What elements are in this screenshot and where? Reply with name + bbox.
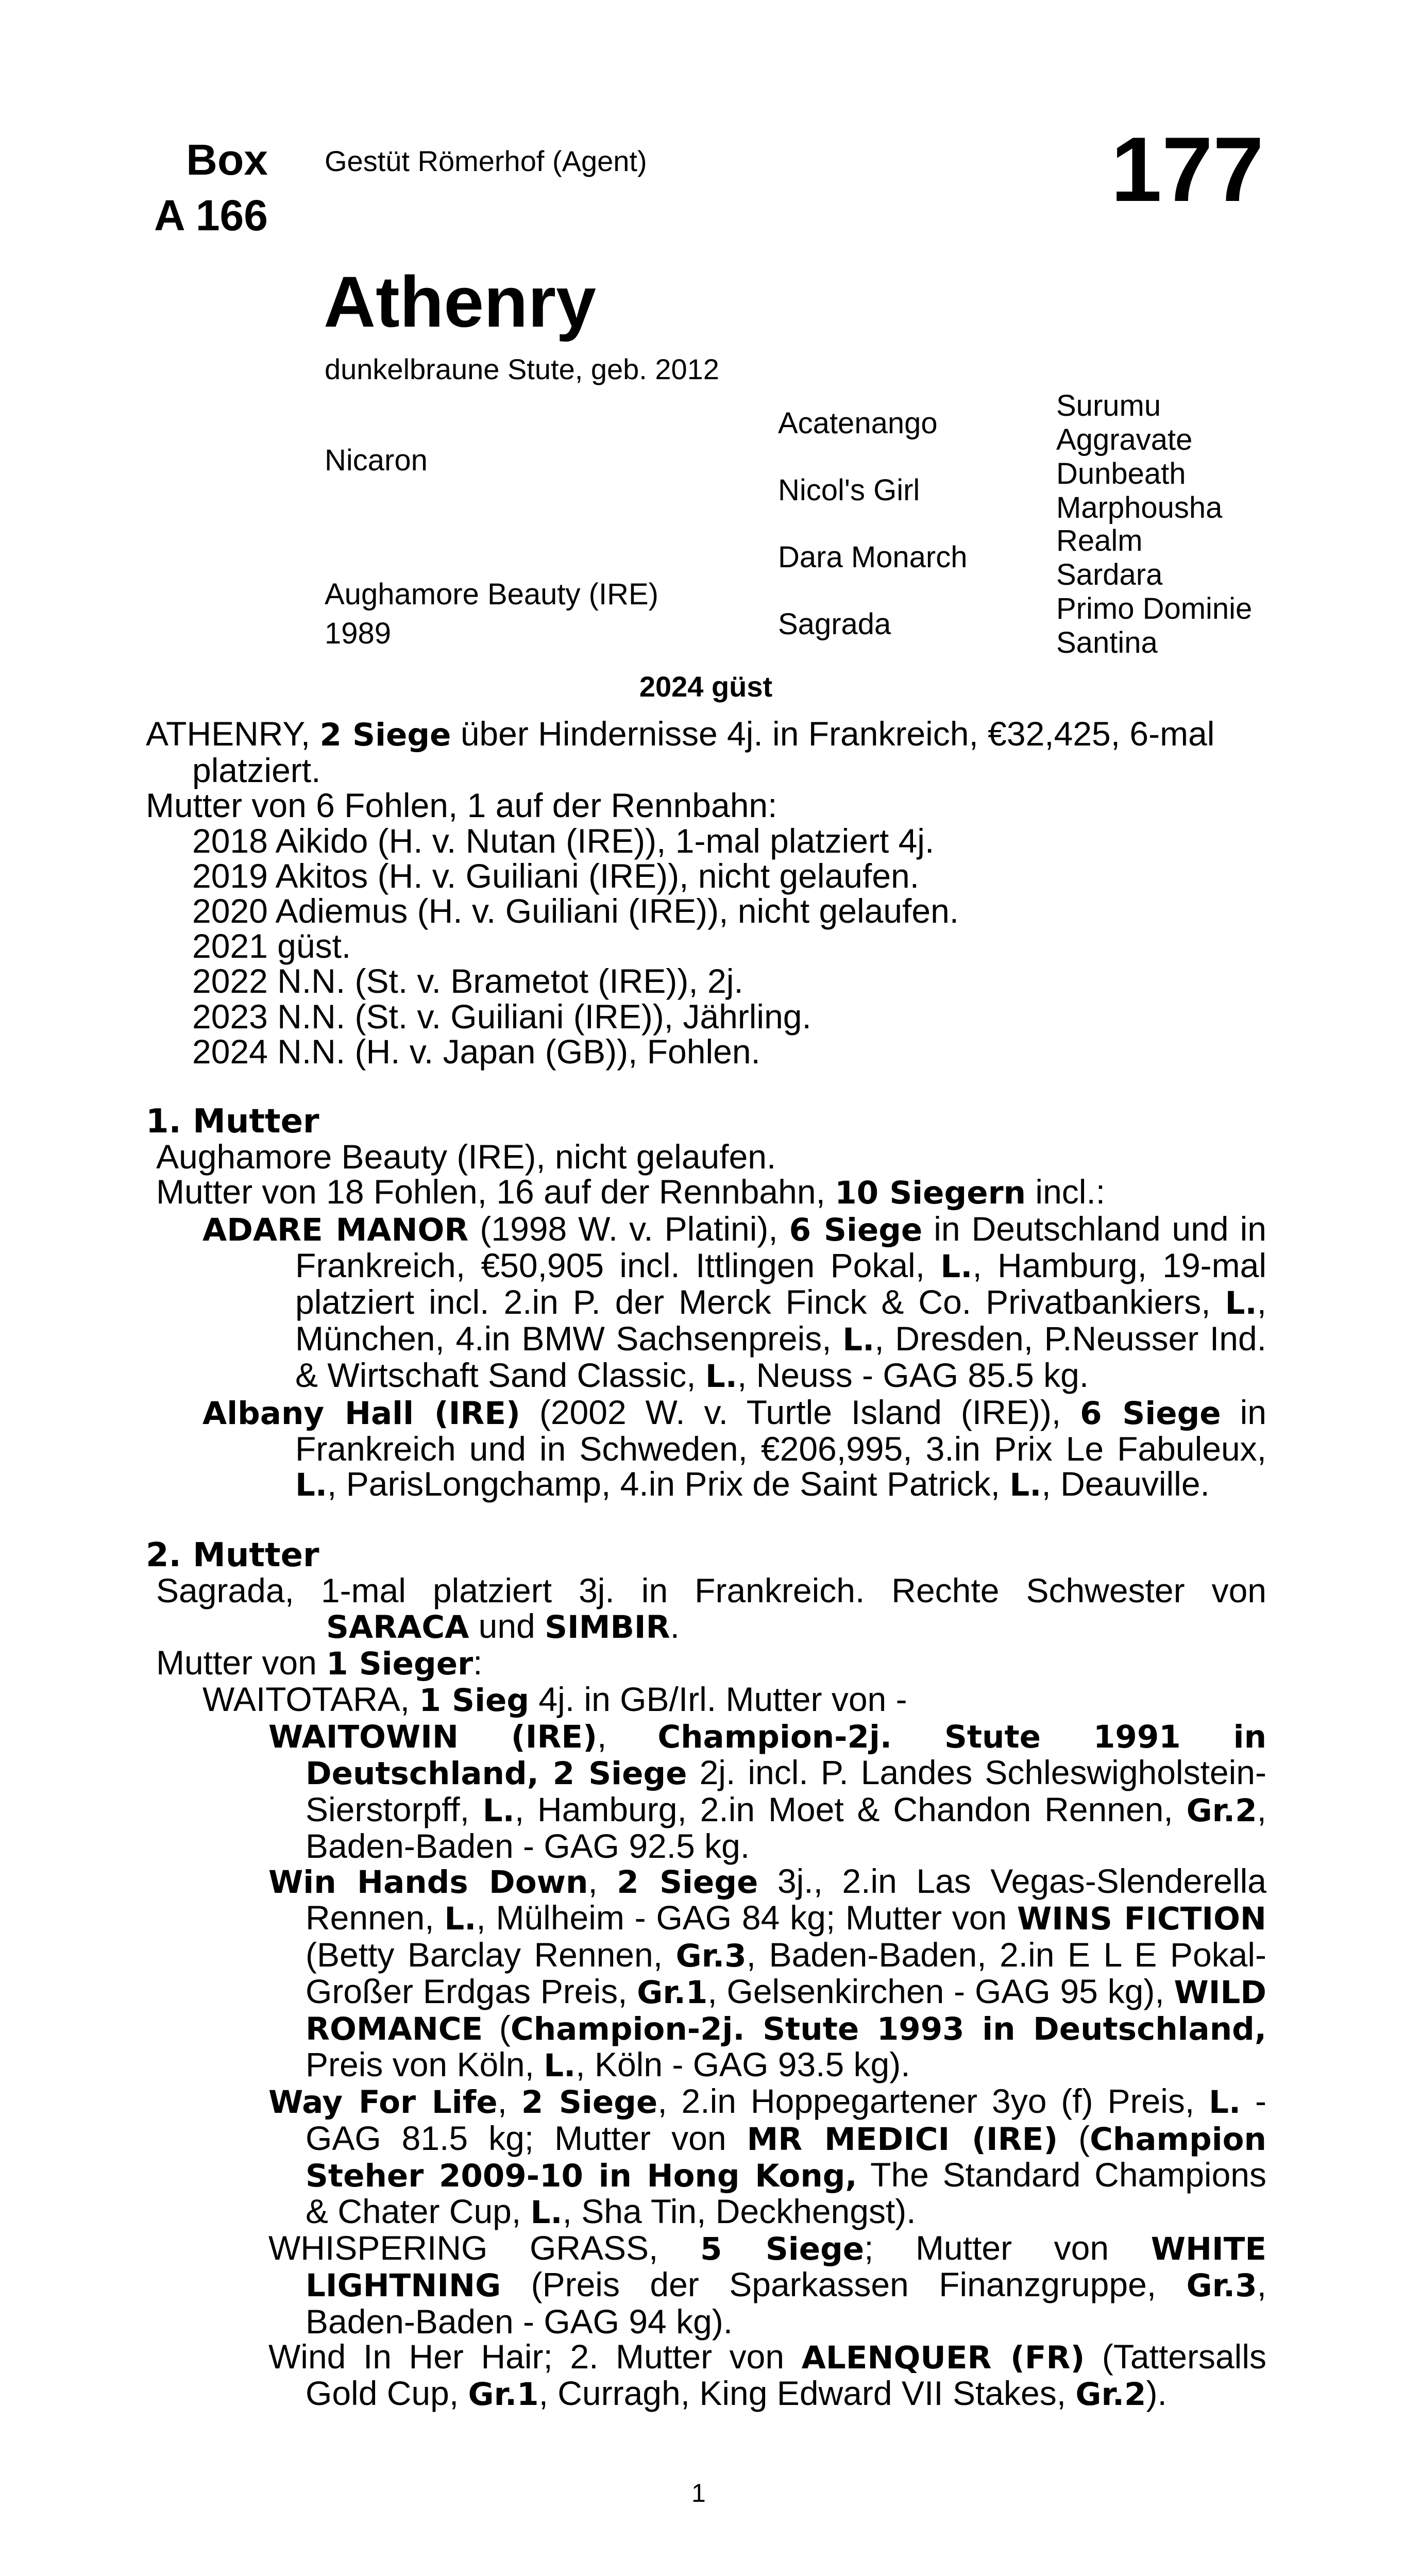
dam1-line2: Mutter von 18 Fohlen, 16 auf der Rennbahn, 10 Siegern incl.:	[156, 1173, 1106, 1212]
pedigree-great-grandparent: Realm	[1056, 524, 1143, 557]
produce-entry: 2024 N.N. (H. v. Japan (GB)), Fohlen.	[192, 1032, 760, 1071]
produce-entry: 2022 N.N. (St. v. Brametot (IRE)), 2j.	[192, 962, 743, 1001]
produce-intro: Mutter von 6 Fohlen, 1 auf der Rennbahn:	[146, 786, 777, 825]
horse-description: dunkelbraune Stute, geb. 2012	[325, 353, 719, 385]
offspring-adare-manor: ADARE MANOR (1998 W. v. Platini), 6 Siege in Deutschland und in Frankreich, €50,905 incl. Ittlingen Pokal, L., Hamburg, 19-mal platziert incl. 2.in P. der Merck Finck & Co. Privatbankiers, L., München, 4.in BMW Sachsenpreis, L., Dresden, P.Neusser Ind. & Wirtschaft Sand Classic, L., Neuss - GAG 85.5 kg.	[202, 1209, 1266, 1395]
pedigree-great-grandparent: Santina	[1056, 626, 1158, 659]
pedigree-great-grandparent: Aggravate	[1056, 423, 1193, 456]
pedigree-great-grandparent: Surumu	[1056, 389, 1161, 422]
section-heading-dam2: 2. Mutter	[146, 1536, 319, 1575]
dam1-line1: Aughamore Beauty (IRE), nicht gelaufen.	[156, 1138, 776, 1176]
section-heading-dam1: 1. Mutter	[146, 1103, 319, 1141]
pedigree-great-grandparent: Marphousha	[1056, 491, 1223, 524]
lot-number: 177	[1111, 118, 1264, 221]
report-2024: 2024 güst	[639, 670, 773, 703]
page-number: 1	[691, 2479, 706, 2507]
pedigree-dam-year: 1989	[325, 617, 392, 650]
pedigree-grandparent: Sagrada	[778, 607, 891, 641]
box-line-2: A 166	[154, 191, 268, 240]
offspring-way-for-life: Way For Life, 2 Siege, 2.in Hoppegartener 3yo (f) Preis, L. - GAG 81.5 kg; Mutter von MR MEDICI (IRE) (Champion Steher 2009-10 in Hong Kong, The Standard Champions & Chater Cup, L., Sha Tin, Deckhengst).	[268, 2082, 1267, 2231]
offspring-whispering-grass: WHISPERING GRASS, 5 Siege; Mutter von WHITE LIGHTNING (Preis der Sparkassen Finanzgruppe, Gr.3, Baden-Baden - GAG 94 kg).	[268, 2229, 1266, 2341]
produce-entry: 2023 N.N. (St. v. Guiliani (IRE)), Jährling.	[192, 997, 811, 1036]
produce-entry: 2021 güst.	[192, 927, 351, 965]
offspring-albany-hall: Albany Hall (IRE) (2002 W. v. Turtle Island (IRE)), 6 Siege in Frankreich und in Schweden, €206,995, 3.in Prix Le Fabuleux, L., ParisLongchamp, 4.in Prix de Saint Patrick, L., Deauville.	[202, 1393, 1266, 1504]
box-line-1: Box	[186, 135, 268, 184]
dam2-line2: Mutter von 1 Sieger:	[156, 1643, 483, 1682]
pedigree-great-grandparent: Sardara	[1056, 558, 1163, 591]
pedigree-grandparent: Dara Monarch	[778, 540, 968, 574]
catalogue-body	[146, 716, 1266, 2412]
offspring-wind-in-her-hair: Wind In Her Hair; 2. Mutter von ALENQUER (FR) (Tattersalls Gold Cup, Gr.1, Curragh, King Edward VII Stakes, Gr.2).	[268, 2337, 1266, 2413]
race-record: ATHENRY, 2 Siege über Hindernisse 4j. in Frankreich, €32,425, 6-mal platziert.	[146, 715, 1215, 790]
produce-entry: 2020 Adiemus (H. v. Guiliani (IRE)), nicht gelaufen.	[192, 892, 959, 930]
pedigree-grandparent: Nicol's Girl	[778, 473, 920, 507]
produce-list	[146, 823, 1266, 1069]
dam2-section	[146, 1573, 1266, 2412]
dam1-section	[146, 1139, 1266, 1503]
offspring-win-hands-down: Win Hands Down, 2 Siege 3j., 2.in Las Vegas-Slenderella Rennen, L., Mülheim - GAG 84 kg; Mutter von WINS FICTION (Betty Barclay Rennen, Gr.3, Baden-Baden, 2.in E L E Pokal-Großer Erdgas Preis, Gr.1, Gelsenkirchen - GAG 95 kg), WILD ROMANCE (Champion-2j. Stute 1993 in Deutschland, Preis von Köln, L., Köln - GAG 93.5 kg).	[268, 1862, 1267, 2084]
produce-entry: 2018 Aikido (H. v. Nutan (IRE)), 1-mal platziert 4j.	[192, 821, 935, 860]
seller-name: Gestüt Römerhof (Agent)	[325, 145, 647, 177]
pedigree-great-grandparent: Primo Dominie	[1056, 592, 1253, 625]
dam2-line1: Sagrada, 1-mal platziert 3j. in Frankreich. Rechte Schwester von SARACA und SIMBIR.	[156, 1571, 1266, 1646]
pedigree-dam: Aughamore Beauty (IRE)	[325, 578, 658, 611]
horse-name: Athenry	[324, 261, 596, 342]
offspring-waitowin: WAITOWIN (IRE), Champion-2j. Stute 1991 in Deutschland, 2 Siege 2j. incl. P. Landes Schleswigholstein-Sierstorpff, L., Hamburg, 2.in Moet & Chandon Rennen, Gr.2, Baden-Baden - GAG 92.5 kg.	[268, 1717, 1266, 1865]
pedigree-grandparent: Acatenango	[778, 406, 938, 440]
offspring-waitotara: WAITOTARA, 1 Sieg 4j. in GB/Irl. Mutter von -	[202, 1680, 907, 1719]
pedigree-great-grandparent: Dunbeath	[1056, 457, 1186, 490]
pedigree-sire: Nicaron	[325, 444, 428, 477]
produce-entry: 2019 Akitos (H. v. Guiliani (IRE)), nicht gelaufen.	[192, 856, 920, 895]
box-label	[124, 132, 268, 243]
